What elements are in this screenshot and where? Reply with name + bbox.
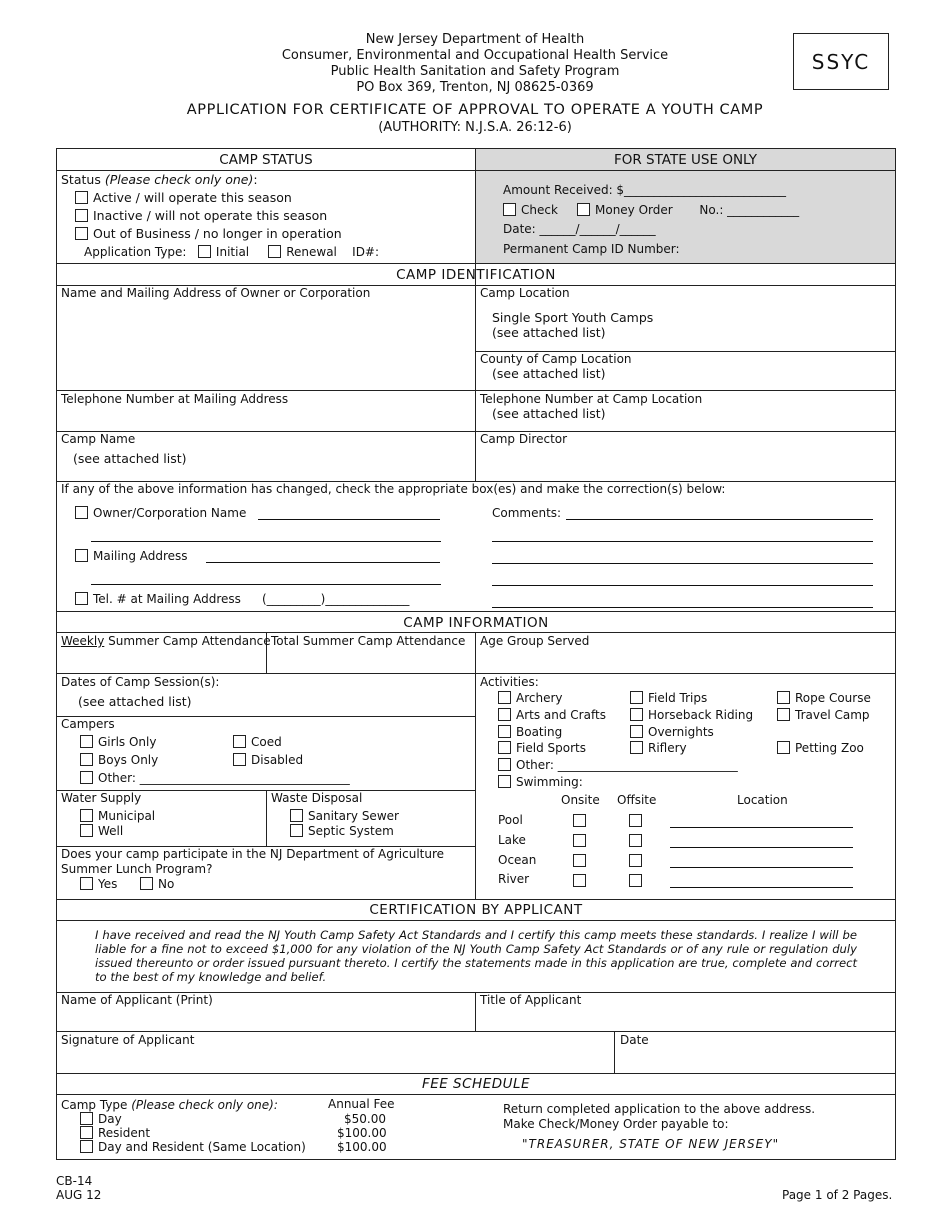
comments-line-4[interactable] <box>492 573 873 586</box>
camp-type-day[interactable]: Day <box>80 1112 122 1126</box>
county-label: County of Camp Location <box>480 352 632 366</box>
lake-offsite-checkbox[interactable] <box>629 834 642 847</box>
mailing-address-line-2[interactable] <box>91 572 441 585</box>
river-offsite-checkbox[interactable] <box>629 874 642 887</box>
camp-information-heading: CAMP INFORMATION <box>403 615 549 631</box>
comments-line-5[interactable] <box>492 595 873 608</box>
activity-overnights[interactable]: Overnights <box>630 725 714 739</box>
lake-onsite-checkbox[interactable] <box>573 834 586 847</box>
weekly-attendance-label: Weekly Summer Camp Attendance <box>61 634 271 648</box>
checkbox[interactable] <box>80 824 93 837</box>
return-instructions: Return completed application to the above address. <box>503 1102 816 1116</box>
amount-received: Amount Received: $___________________________ <box>503 183 787 197</box>
checkbox[interactable] <box>80 1126 93 1139</box>
page-number: Page 1 of 2 Pages. <box>782 1188 893 1202</box>
swim-ocean-label: Ocean <box>498 853 537 867</box>
change-tel-mailing[interactable]: Tel. # at Mailing Address <box>75 592 241 606</box>
county-value: (see attached list) <box>492 366 606 381</box>
pool-offsite-checkbox[interactable] <box>629 814 642 827</box>
checkbox[interactable] <box>290 809 303 822</box>
checkbox[interactable] <box>290 824 303 837</box>
initial-checkbox[interactable] <box>198 245 211 258</box>
lunch-no[interactable]: No <box>140 877 174 891</box>
lunch-yes[interactable]: Yes <box>80 877 117 891</box>
activity-archery[interactable]: Archery <box>498 691 563 705</box>
activity-field-sports[interactable]: Field Sports <box>498 741 586 755</box>
authority: (AUTHORITY: N.J.S.A. 26:12-6) <box>378 120 572 135</box>
signature-label: Signature of Applicant <box>61 1033 195 1047</box>
certification-heading: CERTIFICATION BY APPLICANT <box>369 902 583 918</box>
activity-arts-crafts[interactable]: Arts and Crafts <box>498 708 606 722</box>
checkbox[interactable] <box>80 1112 93 1125</box>
campers-label: Campers <box>61 717 115 731</box>
river-location-line[interactable] <box>670 875 853 888</box>
checkbox[interactable] <box>75 506 88 519</box>
application-form <box>56 148 896 1160</box>
permanent-camp-id: Permanent Camp ID Number: <box>503 242 680 256</box>
change-mailing-address[interactable]: Mailing Address <box>75 549 188 563</box>
water-well[interactable]: Well <box>80 824 123 838</box>
camp-location-value-note: (see attached list) <box>492 325 606 340</box>
checkbox[interactable] <box>75 549 88 562</box>
checkbox[interactable] <box>630 708 643 721</box>
waste-disposal-label: Waste Disposal <box>271 791 363 805</box>
campers-other[interactable]: Other: ___________________________________ <box>80 771 350 785</box>
ocean-location-line[interactable] <box>670 855 853 868</box>
owner-name-line-2[interactable] <box>91 529 441 542</box>
dates-value: (see attached list) <box>78 694 192 709</box>
tel-mailing-label: Telephone Number at Mailing Address <box>61 392 289 406</box>
comments-line-3[interactable] <box>492 551 873 564</box>
river-onsite-checkbox[interactable] <box>573 874 586 887</box>
water-municipal[interactable]: Municipal <box>80 809 155 823</box>
activities-label: Activities: <box>480 675 539 689</box>
checkbox[interactable] <box>498 725 511 738</box>
activity-riflery[interactable]: Riflery <box>630 741 687 755</box>
campers-boys[interactable]: Boys Only <box>80 753 158 767</box>
location-header: Location <box>737 793 788 807</box>
activity-petting-zoo[interactable]: Petting Zoo <box>777 741 864 755</box>
fee-day: $50.00 <box>344 1112 386 1126</box>
status-out-of-business[interactable]: Out of Business / no longer in operation <box>75 226 342 241</box>
checkbox[interactable] <box>498 708 511 721</box>
camp-director-label: Camp Director <box>480 432 568 446</box>
camp-type-day-resident[interactable]: Day and Resident (Same Location) <box>80 1140 306 1154</box>
swim-river-label: River <box>498 872 530 886</box>
date-label: Date <box>620 1033 649 1047</box>
checkbox[interactable] <box>630 741 643 754</box>
fee-resident: $100.00 <box>337 1126 387 1140</box>
form-date: AUG 12 <box>56 1188 102 1202</box>
pool-onsite-checkbox[interactable] <box>573 814 586 827</box>
owner-label: Name and Mailing Address of Owner or Corporation <box>61 286 371 300</box>
waste-septic-system[interactable]: Septic System <box>290 824 394 838</box>
swim-pool-label: Pool <box>498 813 523 827</box>
annual-fee-label: Annual Fee <box>328 1097 395 1111</box>
checkbox[interactable] <box>777 741 790 754</box>
form-number: CB-14 <box>56 1174 93 1188</box>
total-attendance-label: Total Summer Camp Attendance <box>271 634 466 648</box>
onsite-header: Onsite <box>561 793 600 807</box>
state-date: Date: ______/______/______ <box>503 222 656 236</box>
lunch-question-2: Summer Lunch Program? <box>61 862 213 876</box>
camp-location-value: Single Sport Youth Camps <box>492 310 654 325</box>
activity-other[interactable]: Other: ______________________________ <box>498 758 738 772</box>
campers-disabled[interactable]: Disabled <box>233 753 303 767</box>
activity-rope-course[interactable]: Rope Course <box>777 691 871 705</box>
checkbox[interactable] <box>630 725 643 738</box>
ocean-offsite-checkbox[interactable] <box>629 854 642 867</box>
checkbox[interactable] <box>233 753 246 766</box>
tel-location-label: Telephone Number at Camp Location <box>480 392 703 406</box>
checkbox[interactable] <box>75 592 88 605</box>
state-use-heading: FOR STATE USE ONLY <box>613 152 758 168</box>
certification-text: I have received and read the NJ Youth Camp Safety Act Standards and I certify this camp meets these standards. I realize I will be liable for a fine not to exceed $1,000 for any violation of the NJ Youth Camp Safety Act Standards or of any rule or regulation duly issued thereunto or order issued pursuant thereto. I certify the statements made in this application are true, complete and correct to the best of my knowledge and belief. <box>95 928 857 984</box>
camp-status-heading: CAMP STATUS <box>219 152 313 168</box>
change-owner-name[interactable]: Owner/Corporation Name <box>75 506 246 520</box>
status-label: Status (Please check only one): <box>61 172 258 187</box>
checkbox[interactable] <box>80 1140 93 1153</box>
campers-coed[interactable]: Coed <box>233 735 282 749</box>
renewal-checkbox[interactable] <box>268 245 281 258</box>
payee: "TREASURER, STATE OF NEW JERSEY" <box>522 1137 780 1151</box>
checkbox[interactable] <box>498 775 511 788</box>
comments-line-1[interactable] <box>566 507 873 520</box>
checkbox[interactable] <box>80 735 93 748</box>
swim-lake-label: Lake <box>498 833 526 847</box>
offsite-header: Offsite <box>617 793 657 807</box>
applicant-title-label: Title of Applicant <box>480 993 582 1007</box>
checkbox[interactable] <box>777 708 790 721</box>
checkbox[interactable] <box>140 877 153 890</box>
activity-travel-camp[interactable]: Travel Camp <box>777 708 870 722</box>
owner-name-line[interactable] <box>258 507 440 520</box>
lunch-question: Does your camp participate in the NJ Department of Agriculture <box>61 847 445 861</box>
status-inactive[interactable]: Inactive / will not operate this season <box>75 208 327 223</box>
department-name: New Jersey Department of Health <box>365 32 585 47</box>
lake-location-line[interactable] <box>670 835 853 848</box>
tel-location-value: (see attached list) <box>492 406 606 421</box>
check-checkbox[interactable] <box>503 203 516 216</box>
camp-name-value: (see attached list) <box>73 451 187 466</box>
checkbox[interactable] <box>498 741 511 754</box>
activity-horseback[interactable]: Horseback Riding <box>630 708 753 722</box>
fee-day-resident: $100.00 <box>337 1140 387 1154</box>
fee-schedule-heading: FEE SCHEDULE <box>421 1076 531 1092</box>
changes-note: If any of the above information has changed, check the appropriate box(es) and make the correction(s) below: <box>61 482 726 496</box>
money-order-checkbox[interactable] <box>577 203 590 216</box>
age-group-label: Age Group Served <box>480 634 590 648</box>
status-active[interactable]: Active / will operate this season <box>75 190 292 205</box>
checkbox[interactable] <box>777 691 790 704</box>
checkbox[interactable] <box>80 877 93 890</box>
campers-girls[interactable]: Girls Only <box>80 735 156 749</box>
waste-sanitary-sewer[interactable]: Sanitary Sewer <box>290 809 399 823</box>
camp-name-label: Camp Name <box>61 432 136 446</box>
ocean-onsite-checkbox[interactable] <box>573 854 586 867</box>
activity-swimming[interactable]: Swimming: <box>498 775 583 789</box>
form-code-box: SSYC <box>793 33 889 90</box>
address: PO Box 369, Trenton, NJ 08625-0369 <box>356 80 594 95</box>
activity-field-trips[interactable]: Field Trips <box>630 691 707 705</box>
checkbox[interactable] <box>75 191 88 204</box>
checkbox[interactable] <box>233 735 246 748</box>
water-supply-label: Water Supply <box>61 791 142 805</box>
payable-instructions: Make Check/Money Order payable to: <box>503 1117 729 1131</box>
checkbox[interactable] <box>630 691 643 704</box>
camp-location-label: Camp Location <box>480 286 570 300</box>
comments-label: Comments: <box>492 506 562 520</box>
application-type-row: Application Type: Initial Renewal ID#: <box>84 245 380 259</box>
checkbox[interactable] <box>80 809 93 822</box>
checkbox[interactable] <box>498 691 511 704</box>
checkbox[interactable] <box>80 753 93 766</box>
camp-type-label: Camp Type (Please check only one): <box>61 1098 278 1112</box>
activity-boating[interactable]: Boating <box>498 725 562 739</box>
checkbox[interactable] <box>75 209 88 222</box>
pool-location-line[interactable] <box>670 815 853 828</box>
applicant-name-label: Name of Applicant (Print) <box>61 993 213 1007</box>
comments-line-2[interactable] <box>492 529 873 542</box>
camp-identification-heading: CAMP IDENTIFICATION <box>396 267 556 283</box>
dates-label: Dates of Camp Session(s): <box>61 675 220 689</box>
checkbox[interactable] <box>80 771 93 784</box>
checkbox[interactable] <box>75 227 88 240</box>
page-title: APPLICATION FOR CERTIFICATE OF APPROVAL TO OPERATE A YOUTH CAMP <box>186 102 764 118</box>
program-name: Public Health Sanitation and Safety Program <box>330 64 620 79</box>
camp-type-resident[interactable]: Resident <box>80 1126 150 1140</box>
payment-type-row: Check Money Order No.: ____________ <box>503 203 799 217</box>
checkbox[interactable] <box>498 758 511 771</box>
service-name: Consumer, Environmental and Occupational Health Service <box>281 48 669 63</box>
tel-blank[interactable]: (_________)______________ <box>262 592 410 606</box>
mailing-address-line[interactable] <box>206 550 440 563</box>
